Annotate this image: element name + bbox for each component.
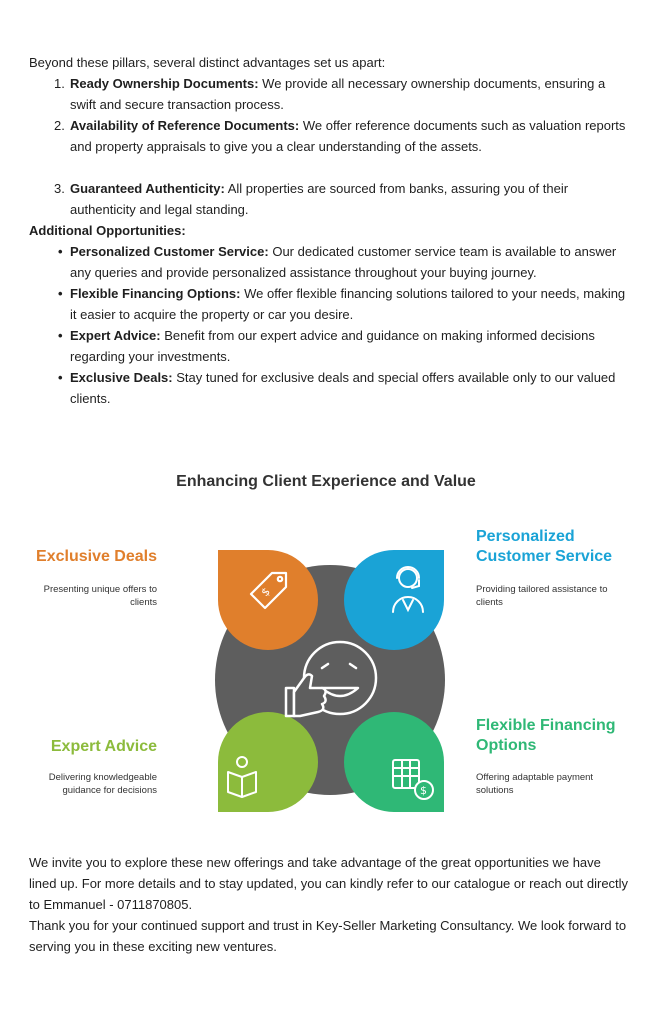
item-text: We provide all necessary ownership documents, ensuring a swift and secure transaction process. — [70, 76, 606, 112]
closing-paragraph: Thank you for your continued support and trust in Key-Seller Marketing Consultancy. We look forward to serving you in these exciting new ventures. — [29, 918, 627, 954]
bullet: • — [58, 328, 63, 343]
item-text: Our dedicated customer service team is available to answer any queries and provide personalized assistance throughout your buying journey. — [70, 244, 617, 280]
list-item — [29, 73, 629, 115]
list-number: 3. — [54, 181, 65, 196]
intro-section — [29, 52, 629, 409]
list-item — [29, 241, 629, 283]
item-title: Guaranteed Authenticity: — [70, 181, 225, 196]
item-title: Ready Ownership Documents: — [70, 76, 259, 91]
desc-exclusive-deals: Presenting unique offers to clients — [43, 584, 157, 608]
intro-text: Beyond these pillars, several distinct advantages set us apart: — [29, 55, 386, 70]
desc-personalized-customer-service: Providing tailored assistance to clients — [476, 584, 608, 608]
desc-flexible-financing-options: Offering adaptable payment solutions — [476, 772, 594, 796]
label-exclusive-deals: Exclusive Deals — [36, 548, 157, 565]
item-title: Personalized Customer Service: — [70, 244, 269, 259]
label-flexible-financing-options: Flexible Financing Options — [476, 717, 616, 754]
opportunities-list — [29, 241, 629, 409]
item-text: Benefit from our expert advice and guidance on making informed decisions regarding your investments. — [70, 328, 595, 364]
list-item — [29, 283, 629, 325]
opportunities-heading: Additional Opportunities: — [29, 223, 186, 238]
petal-expert-advice — [218, 712, 318, 812]
item-title: Expert Advice: — [70, 328, 161, 343]
list-item — [29, 367, 629, 409]
bullet: • — [58, 370, 63, 385]
item-text: We offer reference documents such as valuation reports and property appraisals to give you a clear understanding of the assets. — [70, 118, 626, 154]
svg-text:$: $ — [420, 784, 427, 797]
diagram-graphic — [190, 540, 472, 822]
svg-text:$: $ — [258, 584, 273, 600]
item-text: Stay tuned for exclusive deals and special offers available only to our valued clients. — [70, 370, 616, 406]
diagram-title: Enhancing Client Experience and Value — [176, 473, 476, 490]
closing-paragraph: We invite you to explore these new offerings and take advantage of the great opportunities we have lined up. For more details and to stay updated, you can kindly refer to our catalogue or reach out directly to Emmanuel - 0711870805. — [29, 855, 629, 912]
bullet: • — [58, 244, 63, 259]
item-text: We offer flexible financing solutions tailored to your needs, making it easier to acquire the property or car you desire. — [70, 286, 626, 322]
list-item — [29, 178, 629, 220]
bullet: • — [58, 286, 63, 301]
label-personalized-customer-service: Personalized Customer Service — [476, 528, 613, 565]
list-number: 2. — [54, 118, 65, 133]
advantages-list — [29, 73, 629, 220]
list-number: 1. — [54, 76, 65, 91]
petal-exclusive-deals — [218, 550, 318, 650]
closing-section — [29, 852, 629, 957]
petal-personalized-customer-service — [344, 550, 444, 650]
item-title: Availability of Reference Documents: — [70, 118, 300, 133]
list-item — [29, 115, 629, 157]
label-expert-advice: Expert Advice — [50, 738, 157, 755]
item-title: Flexible Financing Options: — [70, 286, 241, 301]
item-title: Exclusive Deals: — [70, 370, 173, 385]
desc-expert-advice: Delivering knowledgeable guidance for decisions — [48, 772, 157, 796]
item-text: All properties are sourced from banks, assuring you of their authenticity and legal standing. — [70, 181, 569, 217]
list-item — [29, 325, 629, 367]
